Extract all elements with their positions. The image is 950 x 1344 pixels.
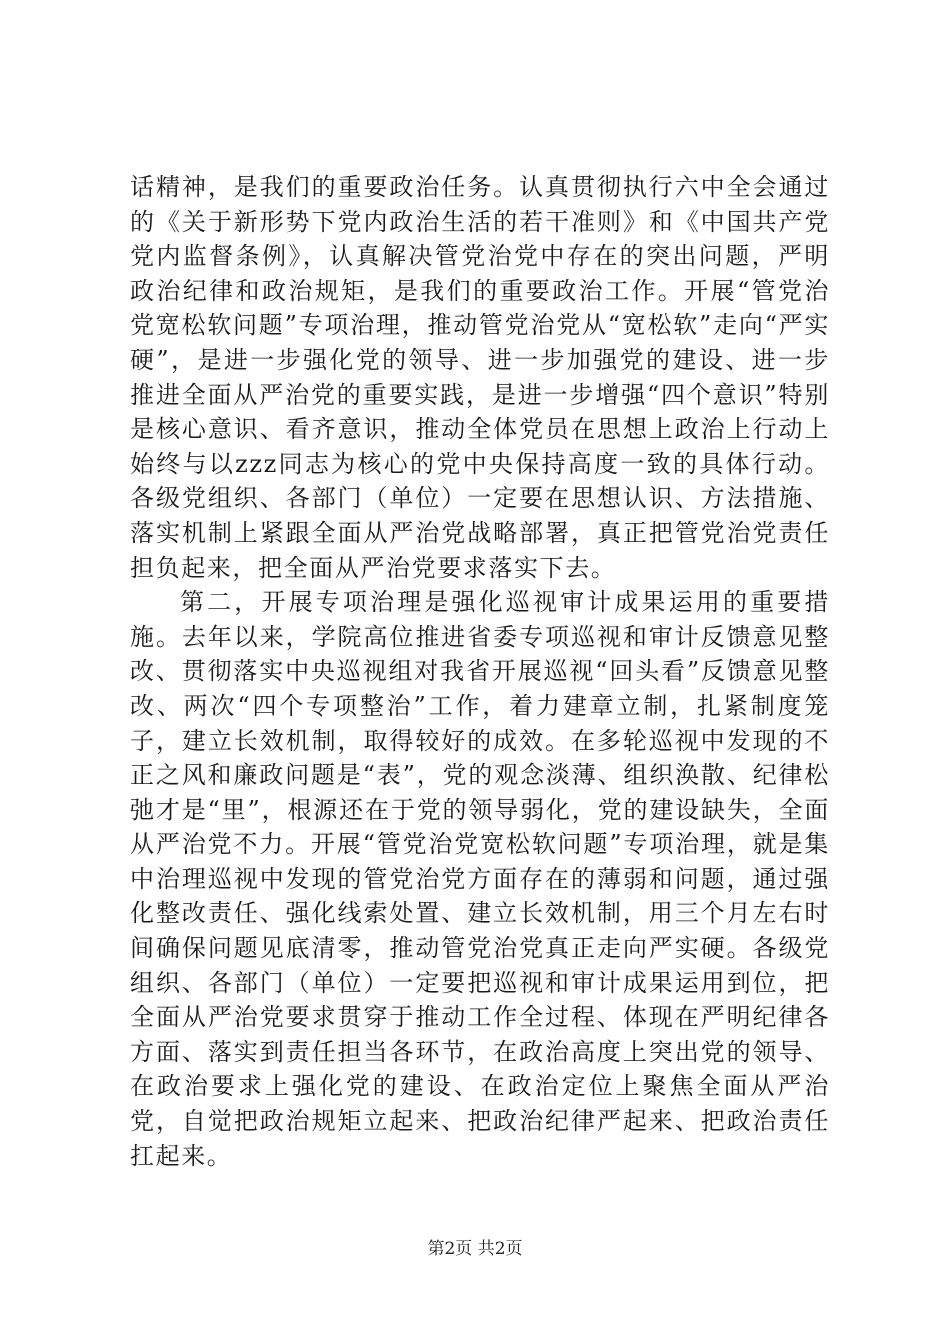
page-footer bbox=[0, 1237, 950, 1261]
document-body bbox=[130, 170, 830, 1173]
page-number: 第2页 共2页 bbox=[427, 1239, 523, 1259]
paragraph-continued: 话精神，是我们的重要政治任务。认真贯彻执行六中全会通过的《关于新形势下党内政治生活的若干准则》和《中国共产党党内监督条例》，认真解决管党治党中存在的突出问题，严明政治纪律和政治规矩，是我们的重要政治工作。开展“管党治党宽松软问题”专项治理，推动管党治党从“宽松软”走向“严实硬”，是进一步强化党的领导、进一步加强党的建设、进一步推进全面从严治党的重要实践，是进一步增强“四个意识”特别是核心意识、看齐意识，推动全体党员在思想上政治上行动上始终与以zzz同志为核心的党中央保持高度一致的具体行动。各级党组织、各部门（单位）一定要在思想认识、方法措施、落实机制上紧跟全面从严治党战略部署，真正把管党治党责任担负起来，把全面从严治党要求落实下去。 bbox=[130, 173, 830, 582]
paragraph-second-point: 第二，开展专项治理是强化巡视审计成果运用的重要措施。去年以来，学院高位推进省委专项巡视和审计反馈意见整改、贯彻落实中央巡视组对我省开展巡视“回头看”反馈意见整改、两次“四个专项整治”工作，着力建章立制，扎紧制度笼子，建立长效机制，取得较好的成效。在多轮巡视中发现的不正之风和廉政问题是“表”，党的观念淡薄、组织涣散、纪律松弛才是“里”，根源还在于党的领导弱化，党的建设缺失，全面从严治党不力。开展“管党治党宽松软问题”专项治理，就是集中治理巡视中发现的管党治党方面存在的薄弱和问题，通过强化整改责任、强化线索处置、建立长效机制，用三个月左右时间确保问题见底清零，推动管党治党真正走向严实硬。各级党组织、各部门（单位）一定要把巡视和审计成果运用到位，把全面从严治党要求贯穿于推动工作全过程、体现在严明纪律各方面、落实到责任担当各环节，在政治高度上突出党的领导、在政治要求上强化党的建设、在政治定位上聚焦全面从严治党，自觉把政治规矩立起来、把政治纪律严起来、把政治责任扛起来。 bbox=[130, 588, 830, 1170]
